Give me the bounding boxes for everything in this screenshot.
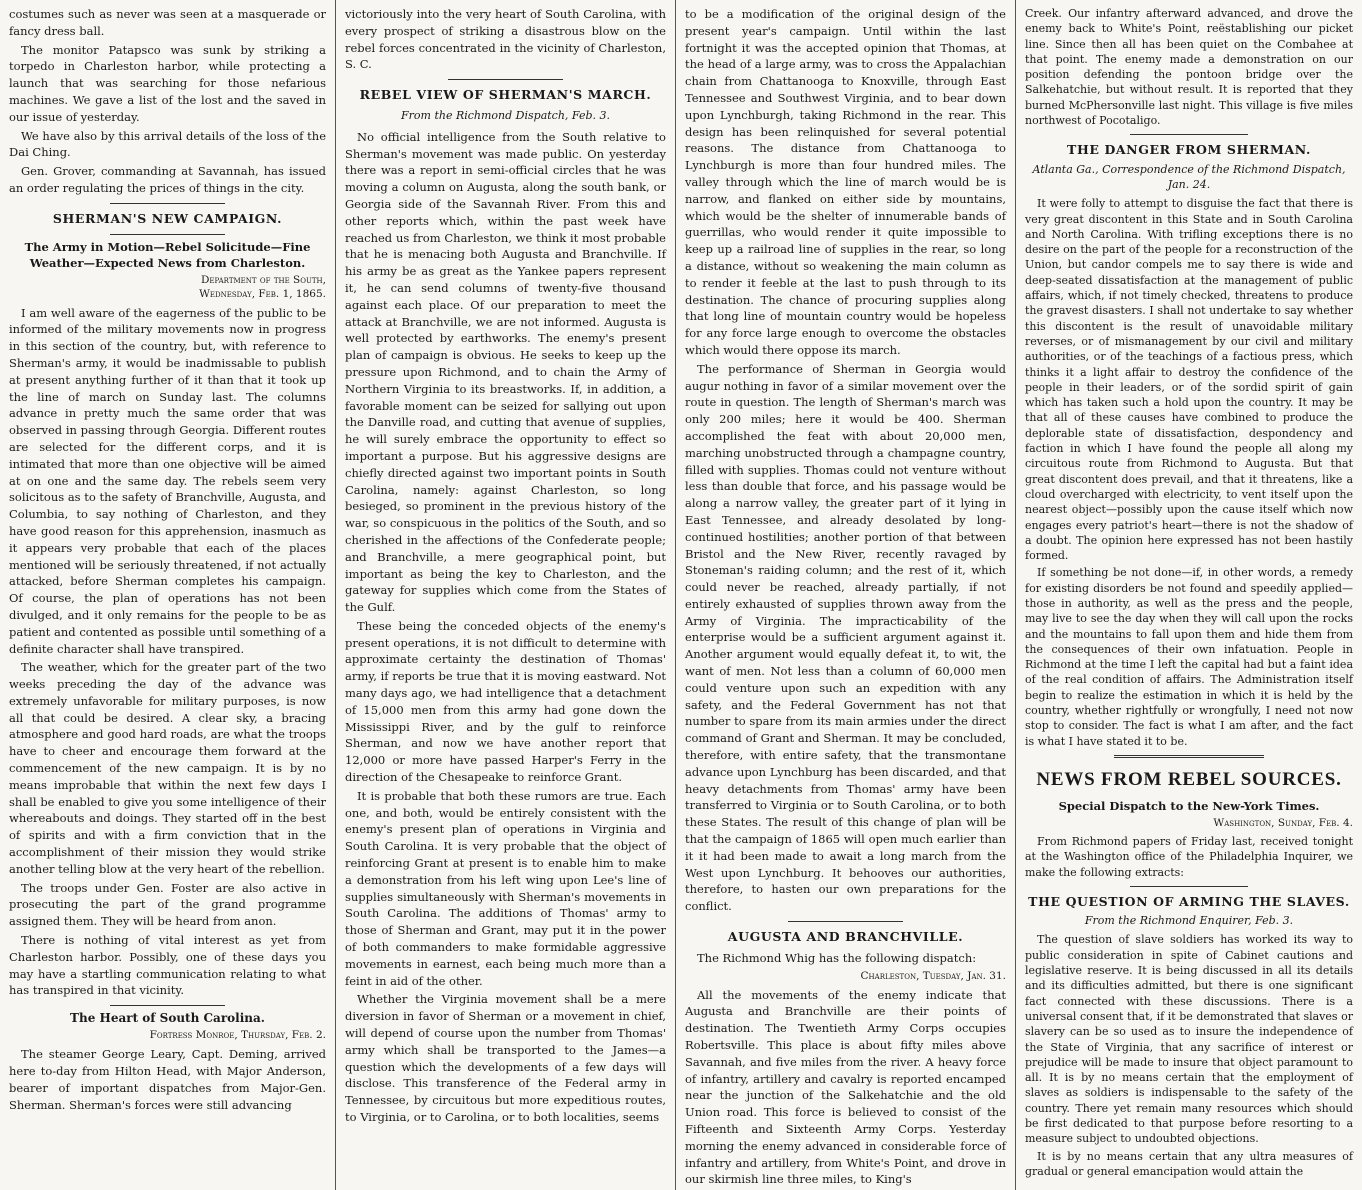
paragraph: to be a modification of the original design of the present year's campaign. Until within the last fortnight it was the accepted opinion that Thomas, at the head of a large army, was to cross the Appalachian chain from Chattanooga to Knoxville, through East Tennessee and Southwest Virginia, and to bear down upon Lynchburgh, taking Richmond in the rear. This design has been relinquished for several potential reasons. The distance from Chattanooga to Lynchburgh is more than four hundred miles. The valley through which the line of march would be is narrow, and flanked on either side by mountains, which would be the shelter of innumerable bands of guerrillas, who would render it quite impossible to keep up a railroad line of supplies in the rear, so long a distance, without so weakening the main column as to render it feeble at the last to push through to its destination. The chance of procuring supplies along that long line of mountain country would be hopeless for any force large enough to overcome the obstacles which would there oppose its march. bbox=[685, 7, 1006, 357]
source-line: Atlanta Ga., Correspondence of the Richmond Dispatch, Jan. 24. bbox=[1032, 162, 1346, 191]
dateline: Wednesday, Feb. 1, 1865. bbox=[199, 287, 326, 300]
paragraph: The Richmond Whig has the following dispatch: bbox=[697, 950, 977, 965]
paragraph: If something be not done—if, in other words, a remedy for existing disorders be not found and speedily applied—those in authority, as well as the press and the people, may live to see the day when they will call upon the rocks and the mountains to fall upon them and hide them from the consequences of their own infatuation. People in Richmond at the time I left the capital had but a faint idea of the real condition of affairs. The Administration itself begin to realize the estimation in which it is held by the country, whether rightfully or wrongfully, I need not now stop to consider. The fact is what I am after, and the fact is what I have stated it to be. bbox=[1025, 566, 1353, 748]
source-line: From the Richmond Enquirer, Feb. 3. bbox=[1084, 914, 1294, 928]
headline: THE DANGER FROM SHERMAN. bbox=[1067, 142, 1311, 158]
divider bbox=[788, 921, 904, 922]
paragraph: We have also by this arrival details of the loss of the Dai Ching. bbox=[9, 128, 326, 160]
paragraph: The steamer George Leary, Capt. Deming, arrived here to-day from Hilton Head, with Major Anderson, bearer of important dispatches from Major-Gen. Sherman. Sherman's forces were still advancing bbox=[9, 1047, 326, 1112]
headline: The Heart of South Carolina. bbox=[70, 1011, 265, 1026]
paragraph: costumes such as never was seen at a masquerade or fancy dress ball. bbox=[9, 7, 326, 38]
divider bbox=[1114, 755, 1265, 758]
paragraph: These being the conceded objects of the enemy's present operations, it is not difficult to determine with approximate certainty the destination of Thomas' army, if reports be true that it is moving eastward. Not many days ago, we had intelligence that a detachment of 15,000 men from this army had gone down the Mississippi River, and by the gulf to reinforce Sherman, and now we have another report that 12,000 or more have passed Harper's Ferry in the direction of the Chesapeake to reinforce Grant. bbox=[345, 618, 666, 785]
headline: SHERMAN'S NEW CAMPAIGN. bbox=[52, 210, 283, 226]
column-3 bbox=[676, 0, 1016, 1190]
paragraph: The question of slave soldiers has worked its way to public consideration in spite of Cabinet cautions and legislative reserve. It is being discussed in all its details and its difficulties admitted, but there is one significant fact connected with these discussions. There is a universal consent that, if it be demonstrated that slaves or slavery can be so used as to insure the independence of the State of Virginia, that any sacrifice of interest or prejudice will be made to insure that object paramount to all. It is by no means certain that the employment of slaves as soldiers is indispensable to the safety of the country. There yet remain many resources which should be first dedicated to that purpose before resorting to a measure subject to undoubted objections. bbox=[1025, 933, 1353, 1146]
divider bbox=[1130, 886, 1248, 887]
paragraph: The weather, which for the greater part of the two weeks preceding the day of the advance was extremely unfavorable for military purposes, is now all that could be desired. A clear sky, a bracing atmosphere and good hard roads, are what the troops have to cheer and encourage them forward at the commencement of the new campaign. It is by no means improbable that within the next few days I shall be enabled to give you some intelligence of their whereabouts and doings. They started off in the best of spirits and with a firm conviction that in the accomplishment of their mission they would strike another telling blow at the very heart of the rebellion. bbox=[9, 660, 326, 876]
divider bbox=[448, 79, 564, 80]
subheadline: Special Dispatch to the New-York Times. bbox=[1058, 798, 1320, 813]
paragraph: No official intelligence from the South relative to Sherman's movement was made public. On yesterday there was a report in semi-official circles that he was moving a column on Augusta, along the south bank, or Georgia side of the Savannah River. From this and other reports which, within the past week have reached us from Charleston, we think it most probable that he is menacing both Augusta and Branchville. If his army be as great as the Yankee papers represent it, he can send columns of twenty-five thousand against each place. Of our preparation to meet the attack at Branchville, we are not informed. Augusta is well protected by earthworks. The enemy's present plan of campaign is obvious. He seeks to keep up the pressure upon Richmond, and to chain the Army of Northern Virginia to its breastworks. If, in addition, a favorable moment can be seized for sallying out upon the Danville road, and cutting that avenue of supplies, he will surely embrace the opportunity to effect so important a purpose. But his aggressive designs are chiefly directed against two important points in South Carolina, namely: against Charleston, so long besieged, so prominent in the previous history of the war, so conspicuous in the politics of the South, and so cherished in the affections of the Confederate people; and Branchville, a mere geographical point, but important as being the key to Charleston, and the gateway for supplies which come from the States of the Gulf. bbox=[345, 129, 666, 615]
paragraph: Gen. Grover, commanding at Savannah, has issued an order regulating the prices of things in the city. bbox=[9, 164, 326, 195]
paragraph: The troops under Gen. Foster are also active in prosecuting the part of the grand programme assigned them. They will be heard from anon. bbox=[9, 880, 326, 929]
headline: THE QUESTION OF ARMING THE SLAVES. bbox=[1028, 893, 1350, 909]
paragraph: The monitor Patapsco was sunk by striking a torpedo in Charleston harbor, while protecting a launch that was searching for those nefarious machines. We gave a list of the lost and the saved in our issue of yesterday. bbox=[9, 42, 326, 124]
paragraph: The performance of Sherman in Georgia would augur nothing in favor of a similar movement over the route in question. The length of Sherman's march was only 200 miles; here it would be 400. Sherman accomplished the feat with about 20,000 men, marching unobstructed through a champagne country, filled with supplies. Thomas could not venture without less than double that force, and his passage would be along a narrow valley, the greater part of it lying in East Tennessee, and already desolated by long-continued hostilities; another portion of that between Bristol and the New River, recently ravaged by Stoneman's raiding column; and the rest of it, which could never be reached, already partially, if not entirely exhausted of supplies thrown away from the Army of Virginia. The impracticability of the enterprise would be a sufficient argument against it. Another argument would equally defeat it, to wit, the want of men. Not less than a column of 60,000 men could venture upon such an expedition with any safety, and the Federal Government has not that number to spare from its main armies under the direct command of Grant and Sherman. It may be concluded, therefore, with entire safety, that the transmontane advance upon Lynchburg has been discarded, and that heavy detachments from Thomas' army have been transferred to Virginia or to South Carolina, or to both these States. The result of this change of plan will be that the campaign of 1865 will open much earlier than it it had been made to await a long march from the West upon Lynchburg. It behooves our authorities, therefore, to hasten our own preparations for the conflict. bbox=[685, 361, 1006, 914]
paragraph: From Richmond papers of Friday last, received tonight at the Washington office of the Philadelphia Inquirer, we make the following extracts: bbox=[1025, 834, 1353, 879]
paragraph: victoriously into the very heart of South Carolina, with every prospect of striking a disastrous blow on the rebel forces concentrated in the vicinity of Charleston, S. C. bbox=[345, 7, 666, 72]
paragraph: It is probable that both these rumors are true. Each one, and both, would be entirely consistent with the enemy's present plan of operations in Virginia and South Carolina. It is very probable that the object of reinforcing Grant at present is to enable him to make a demonstration from his left wing upon Lee's line of supplies simultaneously with Sherman's movements in South Carolina. The additions of Thomas' army to those of Sherman and Grant, may put it in the power of both commanders to make formidable aggressive movements in earnest, each being much more than a feint in aid of the other. bbox=[345, 788, 666, 988]
paragraph: It were folly to attempt to disguise the fact that there is very great discontent in this State and in South Carolina and North Carolina. With trifling exceptions there is no desire on the part of the people for a reconstruction of the Union, but candor compels me to say there is wide and deep-seated dissatisfaction at the management of public affairs, which, if not timely checked, threatens to produce the gravest disasters. I shall not undertake to say whether this discontent is the result of unavoidable military reverses, or of mismanagement by our civil and military authorities, or of the teachings of a factious press, which thinks it a light affair to destroy the confidence of the people in their leaders, or of the sordid spirit of gain which has taken such a hold upon the country. It may be that all of these causes have combined to produce the deplorable state of dissatisfaction, despondency and faction in which I have found the people all along my circuitous route from Richmond to Augusta. But that great discontent does prevail, and that it threatens, like a cloud overcharged with electricity, to vent itself upon the nearest object—possibly upon the cause itself which now engages every patriot's heart—there is not the shadow of a doubt. The opinion here expressed has not been hastily formed. bbox=[1025, 197, 1353, 563]
column-2 bbox=[336, 0, 676, 1190]
dateline: Department of the South, bbox=[201, 273, 326, 286]
dateline: Fortress Monroe, Thursday, Feb. 2. bbox=[149, 1029, 326, 1042]
dateline: Charleston, Tuesday, Jan. 31. bbox=[860, 969, 1006, 982]
headline: NEWS FROM REBEL SOURCES. bbox=[1036, 768, 1342, 790]
paragraph: I am well aware of the eagerness of the public to be informed of the military movements now in progress in this section of the country, but, with reference to Sherman's army, it would be inadmissable to publish at present anything further of it than that it took up the line of march on Sunday last. The columns advance in pretty much the same order that was observed in passing through Georgia. Different routes are selected for the different corps, and it is intimated that more than one objective will be aimed at on one and the same day. The rebels seem very solicitous as to the safety of Branchville, Augusta, and Columbia, to say nothing of Charleston, and they have good reason for this apprehension, inasmuch as it appears very probable that each of the places mentioned will be seriously threatened, if not actually attacked, before Sherman completes his campaign. Of course, the plan of operations has not been divulged, and it only remains for the people to be as patient and contented as possible until something of a definite character shall have transpired. bbox=[9, 305, 326, 656]
dateline: Washington, Sunday, Feb. 4. bbox=[1213, 816, 1353, 829]
paragraph: All the movements of the enemy indicate that Augusta and Branchville are their points of destination. The Twentieth Army Corps occupies Robertsville. This place is about fifty miles above Savannah, and five miles from the river. A heavy force of infantry, artillery and cavalry is reported encamped near the junction of the Salkehatchie and the old Union road. This force is believed to consist of the Fifteenth and Sixteenth Army Corps. Yesterday morning the enemy advanced in considerable force of infantry and artillery, from White's Point, and drove in our skirmish line three miles, to King's bbox=[685, 987, 1006, 1187]
divider bbox=[110, 234, 224, 235]
paragraph: Whether the Virginia movement shall be a mere diversion in favor of Sherman or a movement in chief, will depend of course upon the number from Thomas' army which shall be transported to the James—a question which the developments of a few days will disclose. This transference of the Federal army in Tennessee, by circuitous but more expeditious routes, to Virginia, or to Carolina, or to both localities, seems bbox=[345, 992, 666, 1124]
subheadline: The Army in Motion—Rebel Solicitude—Fine Weather—Expected News from Charleston. bbox=[24, 239, 311, 270]
column-4 bbox=[1016, 0, 1362, 1190]
divider bbox=[110, 1005, 224, 1006]
headline: REBEL VIEW OF SHERMAN'S MARCH. bbox=[359, 87, 652, 103]
divider bbox=[1130, 134, 1248, 135]
column-1 bbox=[0, 0, 336, 1190]
paragraph: There is nothing of vital interest as yet from Charleston harbor. Possibly, one of these days you may have a startling communication relating to what has transpired in that vicinity. bbox=[9, 933, 326, 998]
divider bbox=[110, 203, 224, 204]
paragraph: Creek. Our infantry afterward advanced, and drove the enemy back to White's Point, reëstablishing our picket line. Since then all has been quiet on the Combahee at that point. The enemy made a demonstration on our position defending the pontoon bridge over the Salkehatchie, but without result. It is reported that they burned McPhersonville last night. This village is five miles northwest of Pocotaligo. bbox=[1025, 7, 1353, 128]
source-line: From the Richmond Dispatch, Feb. 3. bbox=[401, 108, 610, 122]
paragraph: It is by no means certain that any ultra measures of gradual or general emancipation would attain the bbox=[1025, 1149, 1353, 1178]
headline: AUGUSTA AND BRANCHVILLE. bbox=[727, 929, 964, 945]
